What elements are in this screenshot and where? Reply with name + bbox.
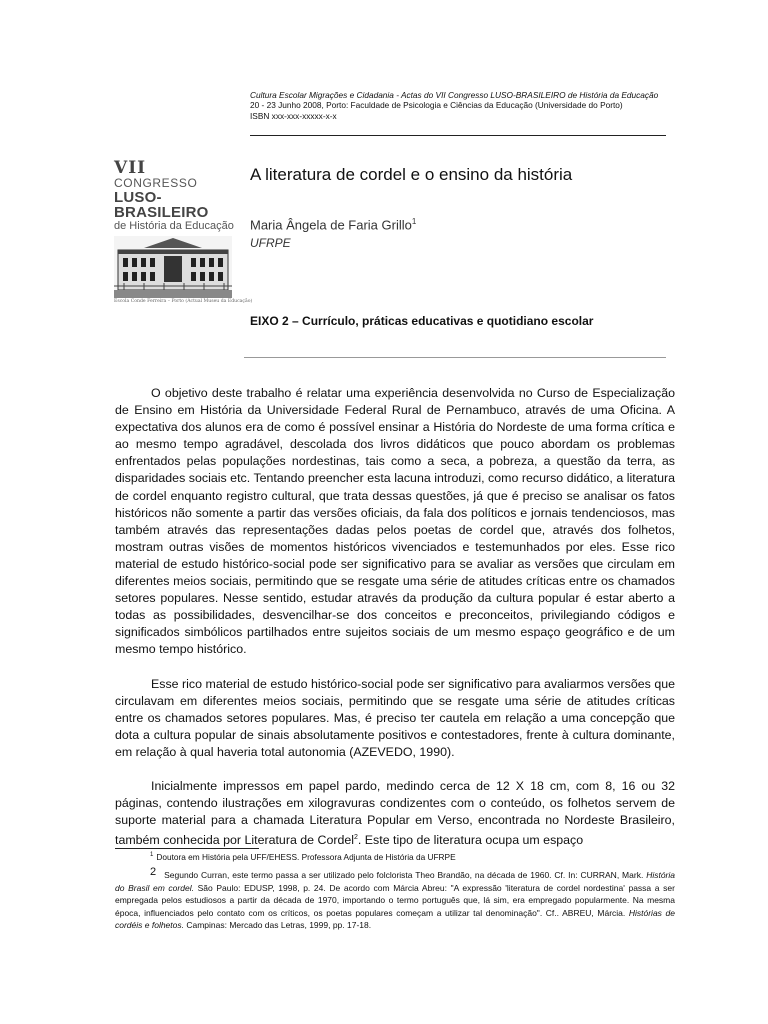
paper-title: A literatura de cordel e o ensino da história: [250, 165, 573, 184]
logo-caption: Escola Conde Ferreira – Porto (Actual Museu da Educação): [114, 299, 253, 304]
footnote-2-text-a: Segundo Curran, este termo passa a ser utilizado pelo folclorista Theo Brandão, na década de 1960. Cf. In: CURRAN, Mark.: [164, 870, 644, 880]
footnote-1: [150, 852, 456, 862]
header-conference-details: 20 - 23 Junho 2008, Porto: Faculdade de Psicologia e Ciências da Educação (Universidade do Porto): [250, 100, 623, 111]
footnote-2-book-title-1: História do Brasil em cordel.: [115, 870, 675, 893]
thematic-axis: EIXO 2 – Currículo, práticas educativas e quotidiano escolar: [250, 314, 594, 328]
footnote-2-marker[interactable]: 2: [354, 834, 358, 842]
author-line: [250, 217, 416, 232]
paragraph-3-end: . Este tipo de literatura ocupa um espaço: [357, 833, 584, 848]
logo-line-luso-brasileiro: LUSO-BRASILEIRO: [114, 189, 209, 221]
logo-line-congresso: CONGRESSO: [114, 176, 198, 190]
running-header: [250, 90, 670, 121]
paragraph-3-text: Inicialmente impressos em papel pardo, medindo cerca de 12 X 18 cm, com 8, 16 ou 32 páginas, contendo ilustrações em xilogravuras condizentes com o conteúdo, os folhetos servem de suporte material para a chamada Literatura Popular em Verso, encontrada no Nordeste Brasileiro, também conhecida por Literatura de Cordel: [115, 778, 675, 848]
author-name: Maria Ângela de Faria Grillo: [250, 217, 412, 233]
paragraph-2: Esse rico material de estudo histórico-social pode ser significativo para avaliarmos versões que circulavam em diferentes meios sociais, permitindo que se resgate uma série de atitudes críticas entre os chamados setores populares. Mas, é preciso ter cautela em relação a uma concepção que dota a cultura popular de sinais absolutamente positivos e contestadores, frente à cultura dominante, em relação à qual haveria total autonomia (AZEVEDO, 1990).: [115, 676, 675, 759]
footnote-1-text: Doutora em História pela UFF/EHESS. Professora Adjunta de História da UFRPE: [156, 852, 456, 862]
footnote-2: [115, 866, 675, 932]
footnote-2-text-e: Campinas: Mercado das Letras, 1999, pp. 17-18.: [186, 920, 372, 930]
logo-numeral: VII: [114, 158, 147, 178]
header-proceedings-title: Cultura Escolar Migrações e Cidadania - Actas do VII Congresso LUSO-BRASILEIRO de História da Educação: [250, 90, 659, 100]
logo-line-historia: de História da Educação: [114, 220, 234, 232]
footnote-2-book-title-2: Histórias de cordéis e folhetos.: [115, 907, 675, 930]
section-divider: [244, 357, 666, 358]
footnote-1-number: 1: [150, 852, 154, 858]
author-note-marker[interactable]: 1: [411, 217, 417, 226]
article-body: [115, 385, 675, 866]
footnote-divider: [115, 848, 259, 849]
paragraph-1: O objetivo deste trabalho é relatar uma experiência desenvolvida no Curso de Especialização de Ensino em História da Universidade Federal Rural de Pernambuco, através de uma Oficina. A expectativa dos alunos era de como é possível ensinar a História do Nordeste de uma forma crítica e ao mesmo tempo agradável, descolada dos livros didáticos que pouco abordam os problemas enfrentados pelas populações nordestinas, tais como a seca, a pobreza, a questão da terra, as disparidades sociais etc. Tentando preencher esta lacuna introduzi, como recurso didático, a literatura de cordel enquanto registro cultural, que trata dessas questões, já que é preciso se analisar os fatos históricos não somente a partir das versões oficiais, da fala dos políticos e jornais tendenciosos, mas também através das representações dadas pelos poetas de cordel que, através dos folhetos, mostram outras visões de momentos históricos vivenciados e testemunhados por eles. Esse rico material de estudo histórico-social pode ser significativo para se avaliar as versões que circulam em diferentes meios sociais, permitindo que se resgate uma série de atitudes críticas entre os chamados setores populares. Nesse sentido, estudar através da produção da cultura popular é estar aberto a todas as possibilidades, desvencilhar-se dos conceitos e preconceitos, privilegiando códigos e significados simbólicos partilhados entre sujeitos sociais de um mesmo espaço geográfico e de um mesmo tempo histórico.: [115, 386, 675, 657]
footnote-2-text-c: São Paulo: EDUSP, 1998, p. 24. De acordo com Márcia Abreu: "A expressão 'literatura de cordel nordestina' passa a ser empregada pelos estudiosos a partir da década de 1970, importando o termo português que, lá sim, era empregado popularmente. Na mesma época, influenciados pelo contato com os críticos, os poetas populares começam a utilizar tal denominação". Cf.. ABREU, Márcia.: [115, 882, 675, 918]
header-divider: [250, 135, 666, 136]
school-building-icon: [114, 236, 232, 298]
author-institution: UFRPE: [250, 236, 291, 250]
congress-logo: [114, 158, 253, 310]
footnote-2-number: 2: [150, 866, 157, 878]
paragraph-3: [115, 778, 675, 850]
header-isbn: ISBN xxx-xxx-xxxxx-x-x: [250, 110, 337, 121]
